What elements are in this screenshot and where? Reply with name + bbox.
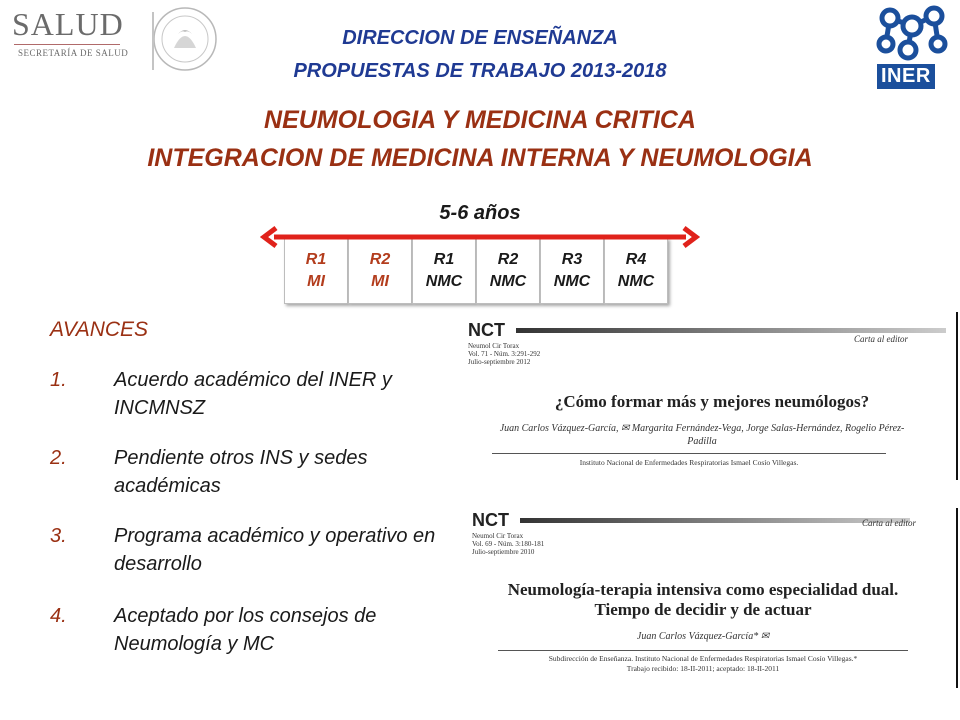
journal-logo: NCT [472,510,509,530]
article-authors: Juan Carlos Vázquez-García* ✉ [636,631,770,642]
journal-meta-line: Julio-septiembre 2010 [472,548,535,556]
title-line-1: NEUMOLOGIA Y MEDICINA CRITICA [264,106,696,134]
journal-logo-bar [516,328,946,333]
residency-level: R2 [369,251,391,268]
salud-logo-subtitle: SECRETARÍA DE SALUD [18,48,129,58]
article-section: Carta al editor [854,334,909,344]
journal-meta-line: Vol. 71 - Núm. 3:291-292 [468,350,541,358]
salud-logo [0,8,135,66]
header-line-2: PROPUESTAS DE TRABAJO 2013-2018 [293,60,667,82]
iner-logo-word: INER [877,64,935,89]
double-arrow-icon [260,226,700,248]
avances-item-text: Aceptado por los consejos de Neumología y MC [114,605,377,655]
residency-level: R3 [561,251,583,268]
title-line-2: INTEGRACION DE MEDICINA INTERNA Y NEUMOLOGIA [147,144,813,172]
residency-track: NMC [489,273,527,290]
article-clip-2 [462,508,948,678]
avances-item-text: Acuerdo académico del INER y INCMNSZ [114,369,392,419]
article-section: Carta al editor [862,518,917,528]
header-line-1: DIRECCION DE ENSEÑANZA [342,27,618,49]
article-authors: Juan Carlos Vázquez-García, ✉ Margarita Fernández-Vega, Jorge Salas-Hernández, Rogelio Pérez-Padilla [499,423,905,447]
article-clip-1 [462,316,948,472]
duration-label: 5-6 años [439,202,521,224]
journal-meta-line: Vol. 69 - Núm. 3:180-181 [472,540,545,548]
article-affiliation: Instituto Nacional de Enfermedades Respiratorias Ismael Cosío Villegas. [579,458,799,467]
avances-item-number: 3. [50,525,67,547]
residency-track: MI [307,273,325,290]
residency-level: R4 [625,251,647,268]
avances-item-number: 4. [50,605,67,627]
salud-logo-rule [14,44,120,45]
divider-line [956,312,958,480]
journal-logo-bar [520,518,910,523]
journal-meta-line: Julio-septiembre 2012 [468,358,531,366]
avances-item-text: Pendiente otros INS y sedes académicas [114,447,368,497]
article-rule [492,453,886,454]
residency-level: R1 [305,251,327,268]
divider-line [956,508,958,688]
article-title: Neumología-terapia intensiva como especialidad dual. Tiempo de decidir y de actuar [507,580,899,619]
residency-track: NMC [617,273,655,290]
journal-logo: NCT [468,320,505,340]
journal-meta [472,532,544,556]
salud-logo-word: SALUD [12,6,124,42]
avances-heading: AVANCES [50,318,149,341]
journal-meta-line: Neumol Cir Torax [468,342,520,350]
residency-level: R1 [433,251,455,268]
residency-level: R2 [497,251,519,268]
article-title: ¿Cómo formar más y mejores neumólogos? [554,392,870,411]
avances-item-number: 1. [50,369,67,391]
article-received: Trabajo recibido: 18-II-2011; aceptado: 18-II-2011 [626,664,780,673]
residency-track: MI [371,273,389,290]
journal-meta-line: Neumol Cir Torax [472,532,524,540]
avances-item-text: Programa académico y operativo en desarrollo [114,525,436,575]
residency-track: NMC [425,273,463,290]
residency-track: NMC [553,273,591,290]
mexico-seal-icon [150,4,220,74]
journal-meta [468,342,540,366]
article-rule [498,650,908,651]
article-affiliation: Subdirección de Enseñanza. Instituto Nacional de Enfermedades Respiratorias Ismael Cosío Villegas.* [548,654,858,663]
avances-item-number: 2. [50,447,67,469]
